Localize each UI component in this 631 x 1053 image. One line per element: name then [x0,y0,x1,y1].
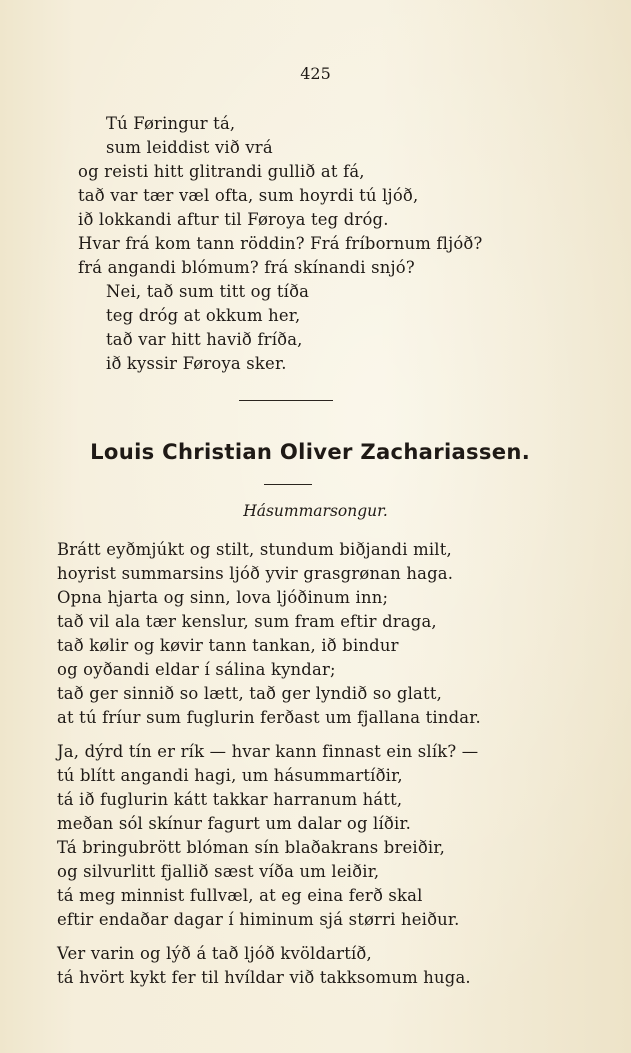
poem-1-line: teg dróg at okkum her, [106,306,301,325]
stanza-line: meðan sól skínur fagurt um dalar og líðir. [57,814,412,833]
stanza-line: at tú fríur sum fuglurin ferðast um fjallana tindar. [57,708,481,727]
stanza-line: tað kølir og køvir tann tankan, ið bindur [57,636,399,655]
stanza-line: og silvurlitt fjallið sæst víða um leiðir, [57,862,380,881]
poem-title: Hásummarsongur. [243,502,388,520]
stanza-line: tá ið fuglurin kátt takkar harranum hátt, [57,790,403,809]
stanza-line: Ver varin og lýð á tað ljóð kvöldartíð, [57,944,372,963]
poem-1-line: ið lokkandi aftur til Føroya teg dróg. [78,210,389,229]
stanza-line: Ja, dýrd tín er rík — hvar kann finnast ein slík? — [57,742,479,761]
stanza-line: og oyðandi eldar í sálina kyndar; [57,660,336,679]
poem-1-line: Hvar frá kom tann röddin? Frá fríbornum fljóð? [78,234,483,253]
stanza-line: eftir endaðar dagar í himinum sjá størri heiður. [57,910,460,929]
title-divider [264,484,312,485]
poem-1-line: Tú Føringur tá, [106,114,236,133]
poem-1-line: frá angandi blómum? frá skínandi snjó? [78,258,415,277]
stanza-line: tú blítt angandi hagi, um hásummartíðir, [57,766,403,785]
poem-1-line: Nei, tað sum titt og tíða [106,282,310,301]
stanza-line: hoyrist summarsins ljóð yvir grasgrønan haga. [57,564,454,583]
poem-1-line: og reisti hitt glitrandi gullið at fá, [78,162,365,181]
stanza-line: tað ger sinnið so lætt, tað ger lyndið so glatt, [57,684,443,703]
author-name: Louis Christian Oliver Zachariassen. [90,440,531,465]
stanza-line: Tá bringubrött blóman sín blaðakrans breiðir, [57,838,445,857]
section-divider [239,400,333,401]
stanza-line: Brátt eyðmjúkt og stilt, stundum biðjandi milt, [57,540,452,559]
stanza-line: tað vil ala tær kenslur, sum fram eftir draga, [57,612,437,631]
poem-1-line: sum leiddist við vrá [106,138,273,157]
poem-1-line: tað var tær væl ofta, sum hoyrdi tú ljóð, [78,186,419,205]
stanza-line: tá meg minnist fullvæl, at eg eina ferð skal [57,886,423,905]
page-number: 425 [300,64,331,83]
poem-1-line: tað var hitt havið fríða, [106,330,303,349]
stanza-line: tá hvört kykt fer til hvíldar við takksomum huga. [57,968,471,987]
poem-1-line: ið kyssir Føroya sker. [106,354,287,373]
stanza-line: Opna hjarta og sinn, lova ljóðinum inn; [57,588,389,607]
